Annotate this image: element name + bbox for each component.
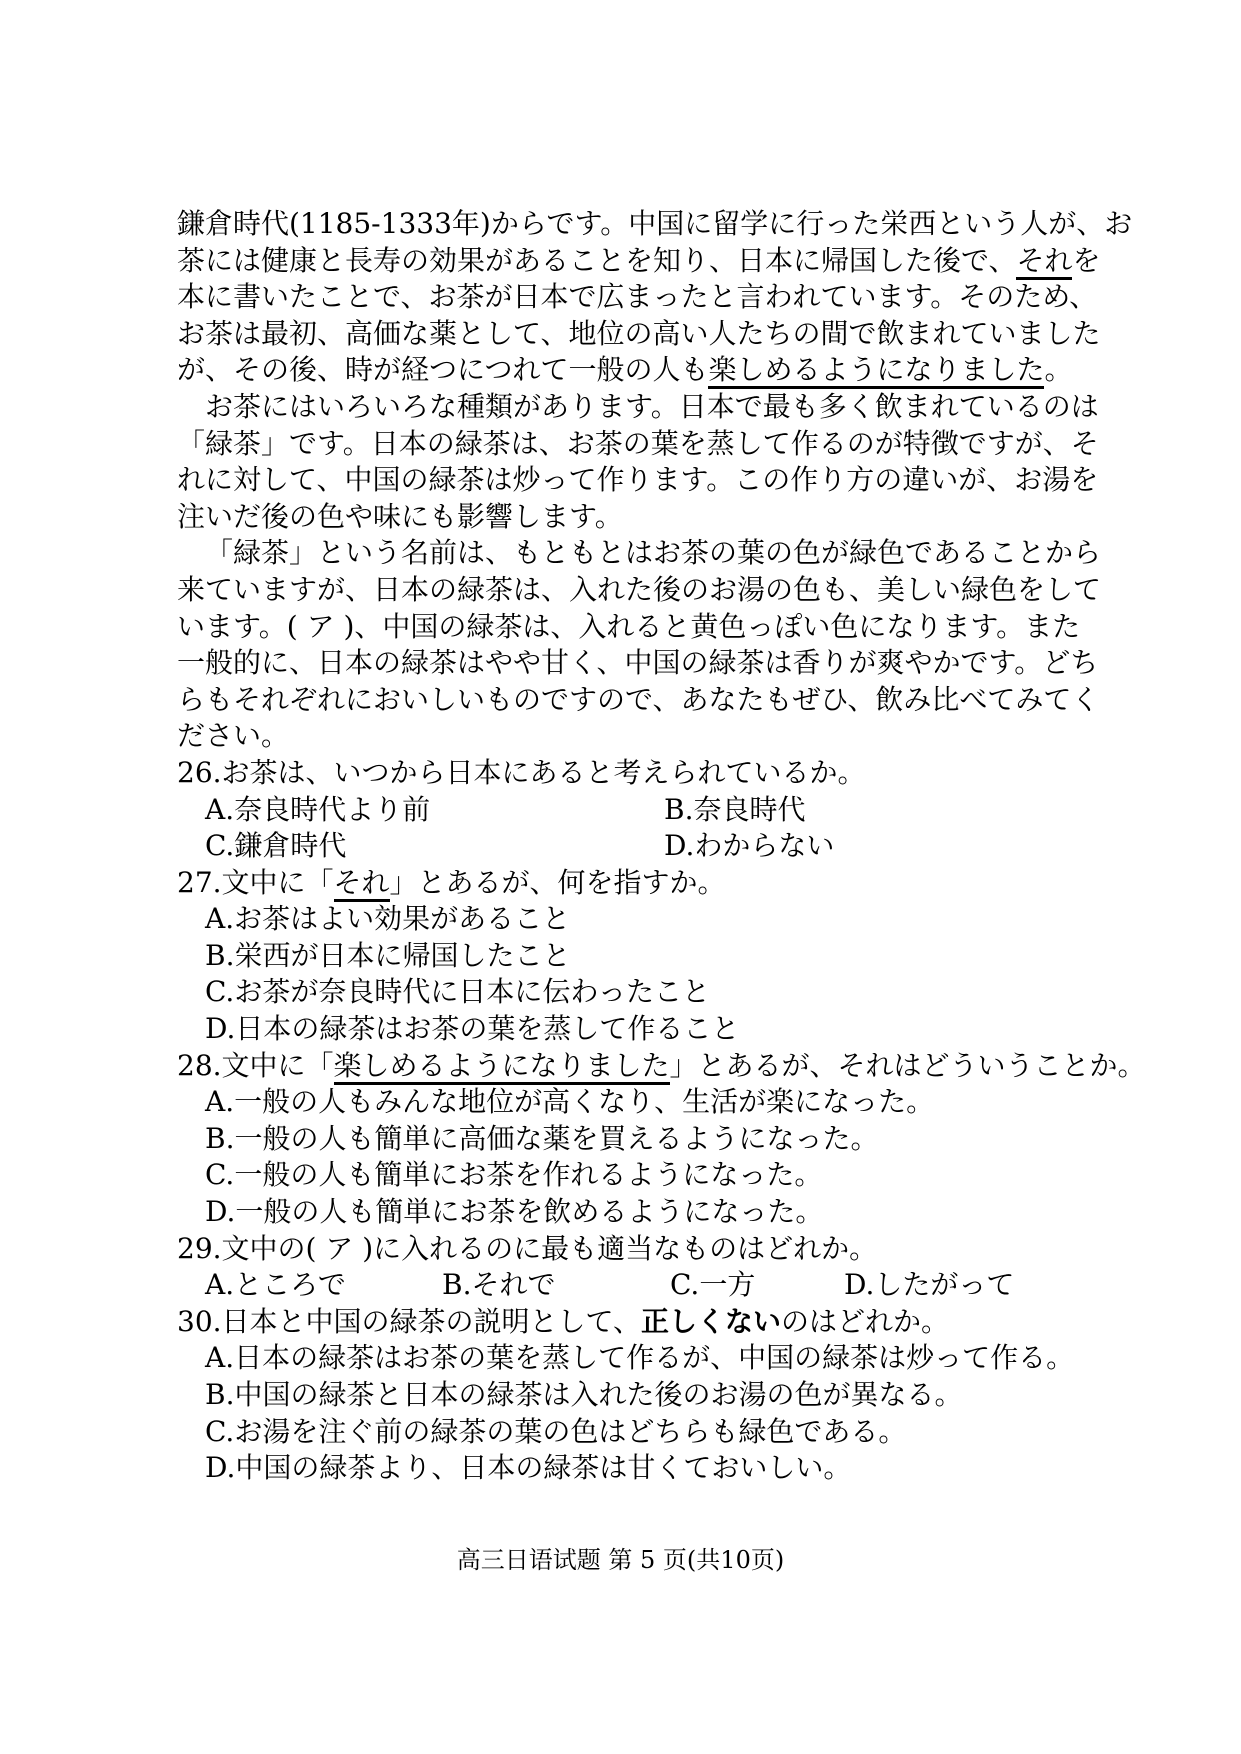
text-segment: C.一方 bbox=[670, 1268, 756, 1302]
text-segment: C.お茶が奈良時代に日本に伝わったこと bbox=[205, 975, 711, 1009]
question-stem bbox=[177, 755, 1097, 792]
paragraph-line bbox=[177, 718, 1097, 755]
text-segment: 「緑茶」です。日本の緑茶は、お茶の葉を蒸して作るのが特徴ですが、そ bbox=[177, 426, 1099, 460]
option-row bbox=[177, 1011, 1097, 1048]
text-segment: 26.お茶は、いつから日本にあると考えられているか。 bbox=[177, 755, 866, 789]
paragraph-line bbox=[177, 645, 1097, 682]
text-segment: らもそれぞれにおいしいものですので、あなたもぜひ、飲み比べてみてく bbox=[177, 682, 1100, 716]
text-segment: 鎌倉時代(1185-1333年)からです。中国に留学に行った栄西という人が、お bbox=[177, 207, 1133, 240]
option-row bbox=[177, 1267, 1097, 1304]
option-row bbox=[177, 1450, 1097, 1487]
paragraph-line bbox=[177, 535, 1102, 572]
option-row bbox=[177, 1340, 1097, 1377]
underlined-text: 楽しめるようになりました bbox=[334, 1049, 670, 1085]
text-segment: A.ところで bbox=[205, 1268, 346, 1302]
page-footer: 高三日语试题 第 5 页(共10页) bbox=[456, 1546, 785, 1574]
text-segment: 茶には健康と長寿の効果があることを知り、日本に帰国した後で、 bbox=[177, 243, 1017, 277]
text-segment: れに対して、中国の緑茶は炒って作ります。この作り方の違いが、お湯を bbox=[177, 463, 1099, 497]
option-row bbox=[177, 1194, 1097, 1231]
text-segment: A.日本の緑茶はお茶の葉を蒸して作るが、中国の緑茶は炒って作る。 bbox=[205, 1341, 1075, 1375]
text-segment: 注いだ後の色や味にも影響します。 bbox=[177, 499, 623, 533]
question-stem bbox=[177, 1231, 1097, 1268]
underlined-text: それ bbox=[1016, 244, 1072, 280]
underlined-text: 楽しめるようになりました bbox=[708, 353, 1044, 389]
option-cell bbox=[670, 1267, 844, 1304]
question-stem bbox=[177, 1304, 1097, 1341]
text-segment: のはどれか。 bbox=[781, 1304, 950, 1338]
text-segment: 。 bbox=[1044, 353, 1073, 387]
text-segment: 28.文中に「 bbox=[177, 1048, 334, 1082]
option-row bbox=[177, 1121, 1097, 1158]
text-segment: D.したがって bbox=[844, 1268, 1015, 1302]
text-segment: 来ていますが、日本の緑茶は、入れた後のお湯の色も、美しい緑色をして bbox=[177, 572, 1102, 606]
text-segment: 」とあるが、それはどういうことか。 bbox=[669, 1048, 1146, 1082]
text-segment: が、その後、時が経つにつれて一般の人も bbox=[177, 353, 709, 387]
paragraph-line bbox=[177, 243, 1101, 280]
question-stem bbox=[177, 865, 1097, 902]
option-row bbox=[177, 828, 1097, 865]
paragraph-line bbox=[177, 389, 1097, 426]
question-stem bbox=[177, 1048, 1146, 1085]
option-cell bbox=[205, 1267, 442, 1304]
text-segment: 「緑茶」という名前は、もともとはお茶の葉の色が緑色であることから bbox=[205, 536, 1102, 570]
text-segment: C.お湯を注ぐ前の緑茶の葉の色はどちらも緑色である。 bbox=[205, 1414, 907, 1448]
option-row bbox=[177, 1414, 1097, 1451]
paragraph-line bbox=[177, 426, 1097, 463]
text-segment: A.お茶はよい効果があること bbox=[205, 902, 571, 936]
text-segment: 29.文中の( ア )に入れるのに最も適当なものはどれか。 bbox=[177, 1231, 878, 1265]
text-segment: A.奈良時代より前 bbox=[205, 792, 431, 826]
text-segment: 一般的に、日本の緑茶はやや甘く、中国の緑茶は香りが爽やかです。どち bbox=[177, 646, 1099, 680]
option-row bbox=[177, 938, 1097, 975]
bold-text: 正しくない bbox=[640, 1304, 781, 1338]
paragraph-line bbox=[177, 206, 1133, 243]
option-cell bbox=[844, 1267, 1014, 1304]
option-row bbox=[177, 974, 1097, 1011]
text-segment: ださい。 bbox=[177, 719, 290, 753]
text-segment: B.奈良時代 bbox=[664, 792, 806, 826]
option-row bbox=[177, 1084, 1097, 1121]
paragraph-line bbox=[177, 279, 1097, 316]
text-segment: 本に書いたことで、お茶が日本で広まったと言われています。そのため、 bbox=[177, 280, 1098, 314]
option-cell bbox=[442, 1267, 670, 1304]
text-segment: を bbox=[1072, 243, 1101, 277]
option-row bbox=[177, 792, 1097, 829]
option-row bbox=[177, 1377, 1097, 1414]
text-segment: 30.日本と中国の緑茶の説明として、 bbox=[177, 1304, 641, 1338]
text-segment: D.日本の緑茶はお茶の葉を蒸して作ること bbox=[205, 1012, 740, 1046]
option-cell bbox=[664, 828, 834, 865]
text-segment: お茶にはいろいろな種類があります。日本で最も多く飲まれているのは bbox=[205, 389, 1099, 423]
text-segment: お茶は最初、高価な薬として、地位の高い人たちの間で飲まれていました bbox=[177, 316, 1101, 350]
text-segment: 27.文中に「 bbox=[177, 865, 334, 899]
text-segment: B.栄西が日本に帰国したこと bbox=[205, 938, 571, 972]
text-segment: C.一般の人も簡単にお茶を作れるようになった。 bbox=[205, 1158, 823, 1192]
text-segment: C.鎌倉時代 bbox=[205, 829, 347, 863]
text-segment: A.一般の人もみんな地位が高くなり、生活が楽になった。 bbox=[205, 1085, 935, 1119]
paragraph-line bbox=[177, 572, 1102, 609]
paragraph-line bbox=[177, 462, 1097, 499]
paragraph-line bbox=[177, 316, 1101, 353]
text-segment: D.一般の人も簡単にお茶を飲めるようになった。 bbox=[205, 1195, 824, 1229]
text-segment: D.わからない bbox=[664, 829, 835, 863]
paragraph-line bbox=[177, 682, 1100, 719]
text-segment: います。( ア )、中国の緑茶は、入れると黄色っぽい色になります。また bbox=[177, 609, 1081, 643]
text-segment: 」とあるが、何を指すか。 bbox=[389, 865, 726, 899]
text-segment: B.一般の人も簡単に高価な薬を買えるようになった。 bbox=[205, 1121, 879, 1155]
option-cell bbox=[205, 792, 664, 829]
document-body bbox=[177, 206, 1146, 1487]
option-cell bbox=[205, 828, 664, 865]
paragraph-line bbox=[177, 609, 1097, 646]
option-cell bbox=[664, 792, 805, 829]
paragraph-line bbox=[177, 352, 1097, 389]
text-segment: B.それで bbox=[442, 1268, 556, 1302]
underlined-text: それ bbox=[334, 866, 390, 902]
option-row bbox=[177, 1157, 1097, 1194]
option-row bbox=[177, 901, 1097, 938]
text-segment: B.中国の緑茶と日本の緑茶は入れた後のお湯の色が異なる。 bbox=[205, 1378, 963, 1411]
paragraph-line bbox=[177, 499, 1097, 536]
text-segment: D.中国の緑茶より、日本の緑茶は甘くておいしい。 bbox=[205, 1451, 852, 1485]
